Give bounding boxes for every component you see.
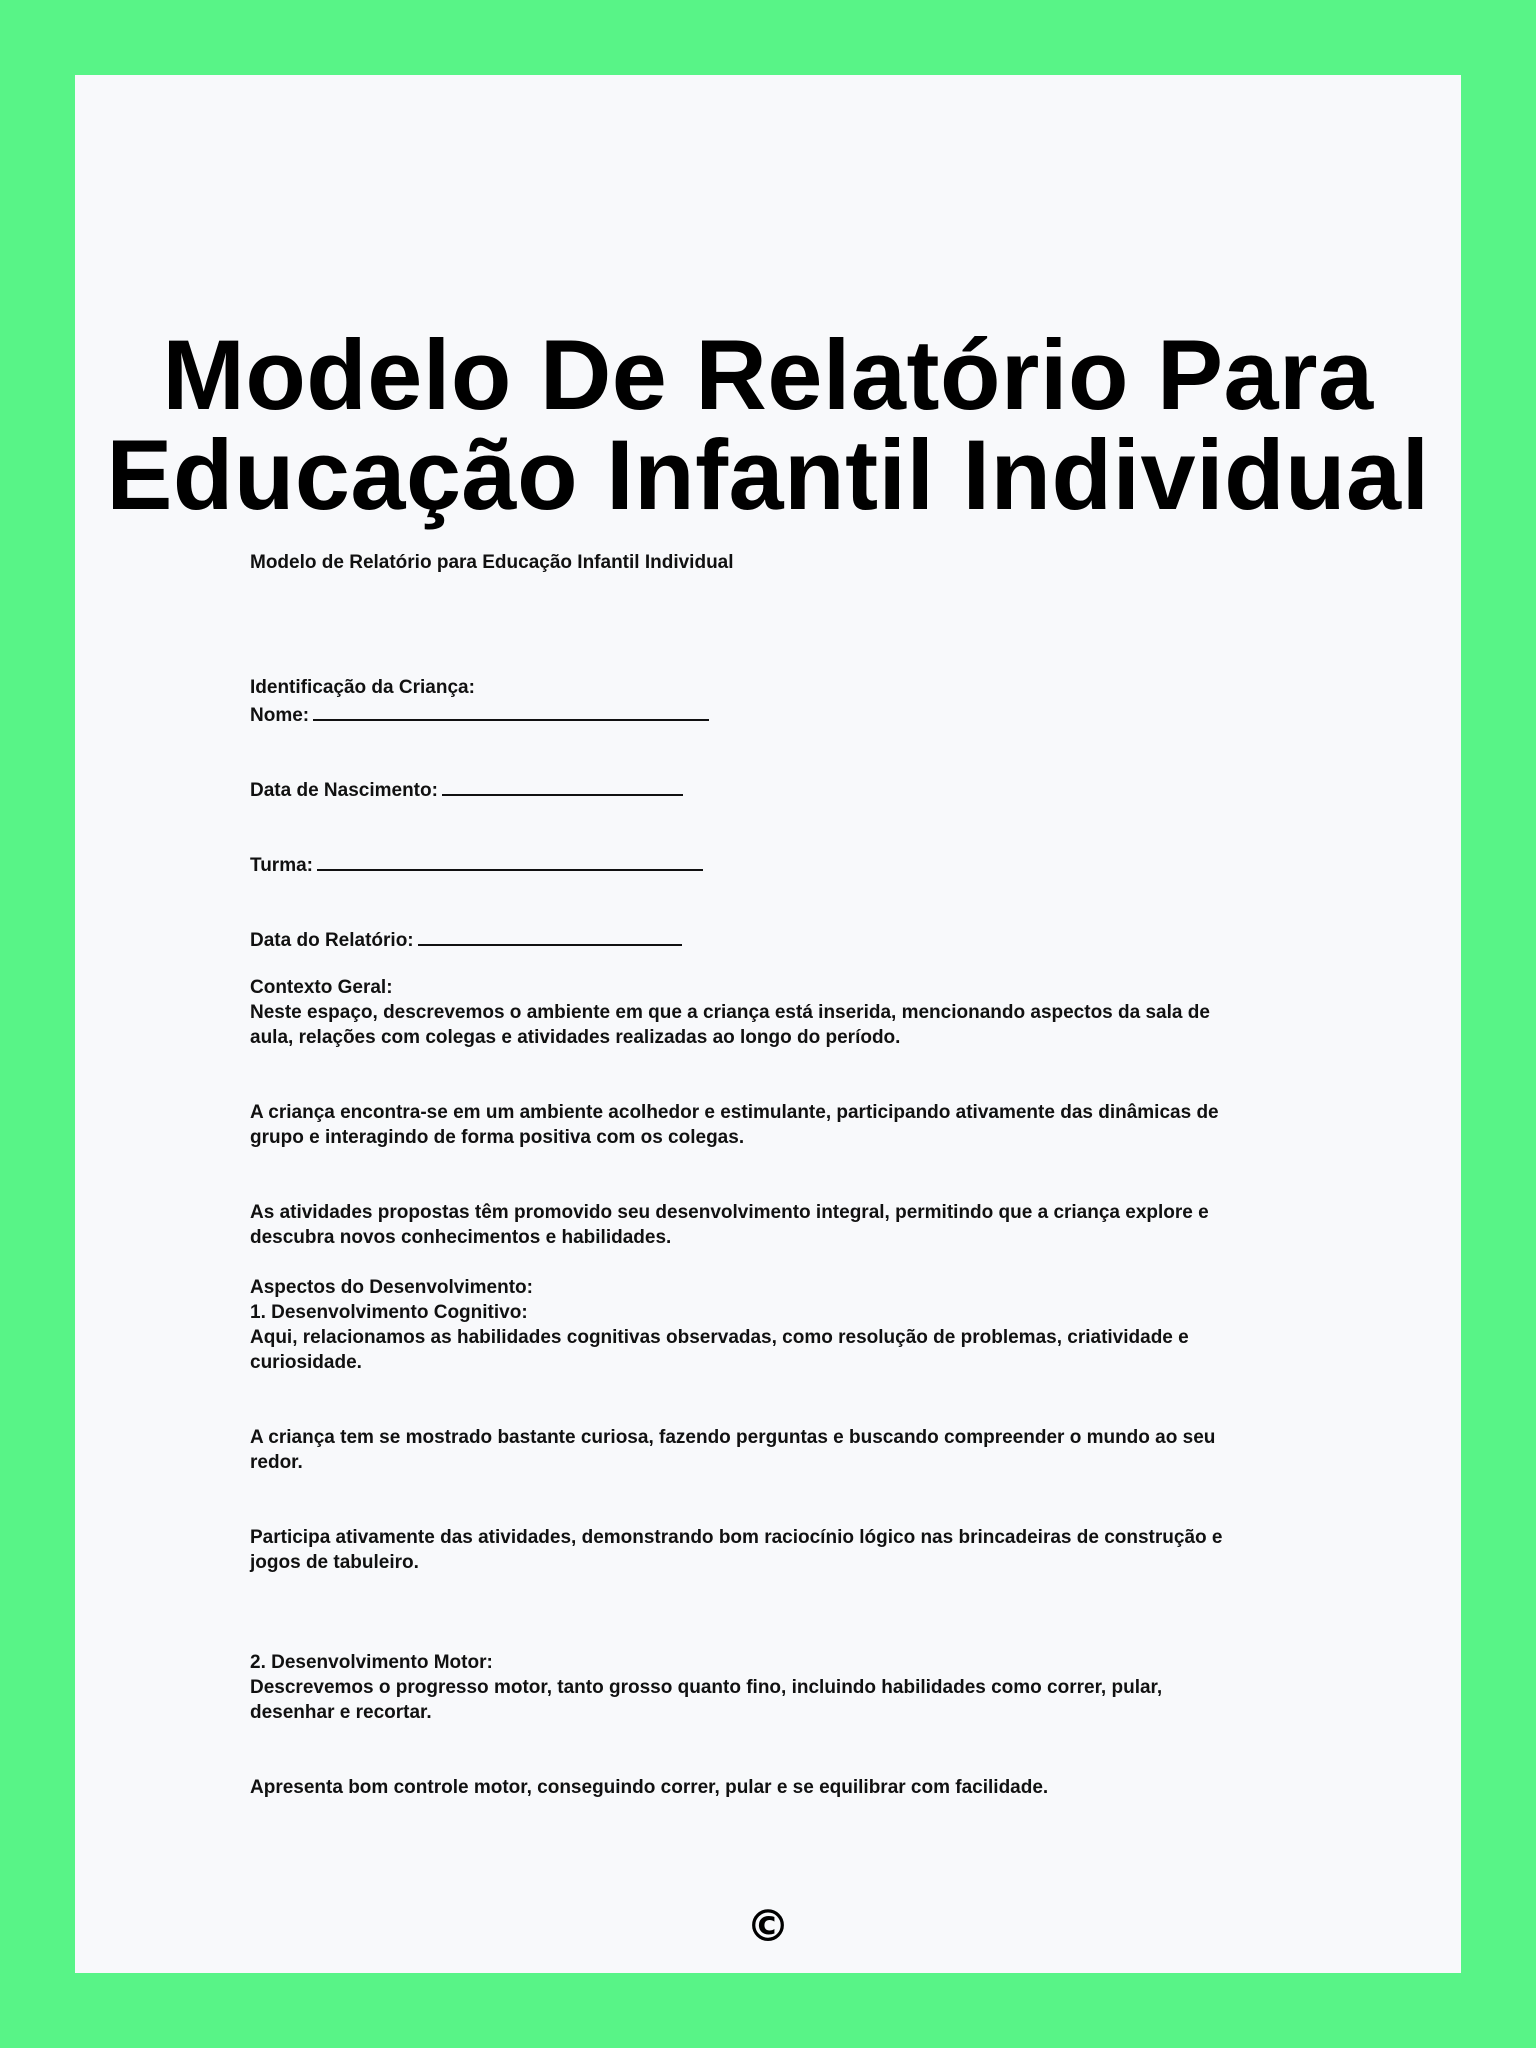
cognitive-paragraph-1-line-2: curiosidade. bbox=[250, 1352, 362, 1373]
name-blank-line[interactable] bbox=[313, 700, 709, 721]
cognitive-paragraph-2-line-2: redor. bbox=[250, 1452, 303, 1473]
motor-paragraph-2-line-1: Apresenta bom controle motor, conseguindo correr, pular e se equilibrar com facilidade. bbox=[250, 1777, 1049, 1798]
motor-section bbox=[250, 1650, 1310, 1725]
context-paragraph-1-line-2: aula, relações com colegas e atividades realizadas ao longo do período. bbox=[250, 1027, 901, 1048]
motor-paragraph-1-line-2: desenhar e recortar. bbox=[250, 1702, 432, 1723]
cognitive-paragraph-1-line-1: Aqui, relacionamos as habilidades cognitivas observadas, como resolução de problemas, criatividade e bbox=[250, 1327, 1189, 1348]
motor-paragraph-2 bbox=[250, 1775, 1310, 1800]
report-date-field[interactable] bbox=[250, 925, 1310, 953]
context-paragraph-3-line-1: As atividades propostas têm promovido seu desenvolvimento integral, permitindo que a criança explore e bbox=[250, 1202, 1209, 1223]
class-label: Turma: bbox=[250, 855, 313, 876]
context-paragraph-2 bbox=[250, 1100, 1310, 1150]
birth-date-blank-line[interactable] bbox=[442, 775, 683, 796]
document-heading: Modelo de Relatório para Educação Infantil Individual bbox=[250, 552, 734, 573]
cognitive-paragraph-3-line-2: jogos de tabuleiro. bbox=[250, 1552, 419, 1573]
name-label: Nome: bbox=[250, 705, 310, 726]
identification-block bbox=[250, 675, 1310, 728]
document-page bbox=[75, 75, 1461, 1973]
cognitive-paragraph-2 bbox=[250, 1425, 1310, 1475]
report-date-blank-line[interactable] bbox=[418, 925, 682, 946]
cognitive-paragraph-3-line-1: Participa ativamente das atividades, demonstrando bom raciocínio lógico nas brincadeiras de construção e bbox=[250, 1527, 1223, 1548]
report-date-label: Data do Relatório: bbox=[250, 930, 414, 951]
class-field[interactable] bbox=[250, 850, 1310, 878]
page-title-line-2: Educação Infantil Individual bbox=[106, 419, 1430, 530]
name-field[interactable] bbox=[250, 700, 1310, 728]
development-label: Aspectos do Desenvolvimento: bbox=[250, 1277, 533, 1298]
context-paragraph-3-line-2: descubra novos conhecimentos e habilidades. bbox=[250, 1227, 672, 1248]
context-paragraph-1-line-1: Neste espaço, descrevemos o ambiente em que a criança está inserida, mencionando aspectos da sala de bbox=[250, 1002, 1210, 1023]
cognitive-label: 1. Desenvolvimento Cognitivo: bbox=[250, 1302, 528, 1323]
context-paragraph-2-line-2: grupo e interagindo de forma positiva com os colegas. bbox=[250, 1127, 745, 1148]
context-paragraph-2-line-1: A criança encontra-se em um ambiente acolhedor e estimulante, participando ativamente das dinâmicas de bbox=[250, 1102, 1219, 1123]
context-paragraph-3 bbox=[250, 1200, 1310, 1250]
copyright-icon: © bbox=[746, 1901, 790, 1952]
page-title bbox=[75, 319, 1461, 530]
motor-label: 2. Desenvolvimento Motor: bbox=[250, 1652, 493, 1673]
birth-date-label: Data de Nascimento: bbox=[250, 780, 438, 801]
context-section bbox=[250, 975, 1310, 1050]
page-title-line-1: Modelo De Relatório Para bbox=[162, 319, 1374, 430]
identification-label: Identificação da Criança: bbox=[250, 677, 475, 698]
cognitive-paragraph-2-line-1: A criança tem se mostrado bastante curiosa, fazendo perguntas e buscando compreender o mundo ao seu bbox=[250, 1427, 1216, 1448]
context-label: Contexto Geral: bbox=[250, 977, 393, 998]
motor-paragraph-1-line-1: Descrevemos o progresso motor, tanto grosso quanto fino, incluindo habilidades como correr, pular, bbox=[250, 1677, 1163, 1698]
cognitive-paragraph-3 bbox=[250, 1525, 1310, 1575]
development-section bbox=[250, 1275, 1310, 1375]
birth-date-field[interactable] bbox=[250, 775, 1310, 803]
class-blank-line[interactable] bbox=[317, 850, 703, 871]
